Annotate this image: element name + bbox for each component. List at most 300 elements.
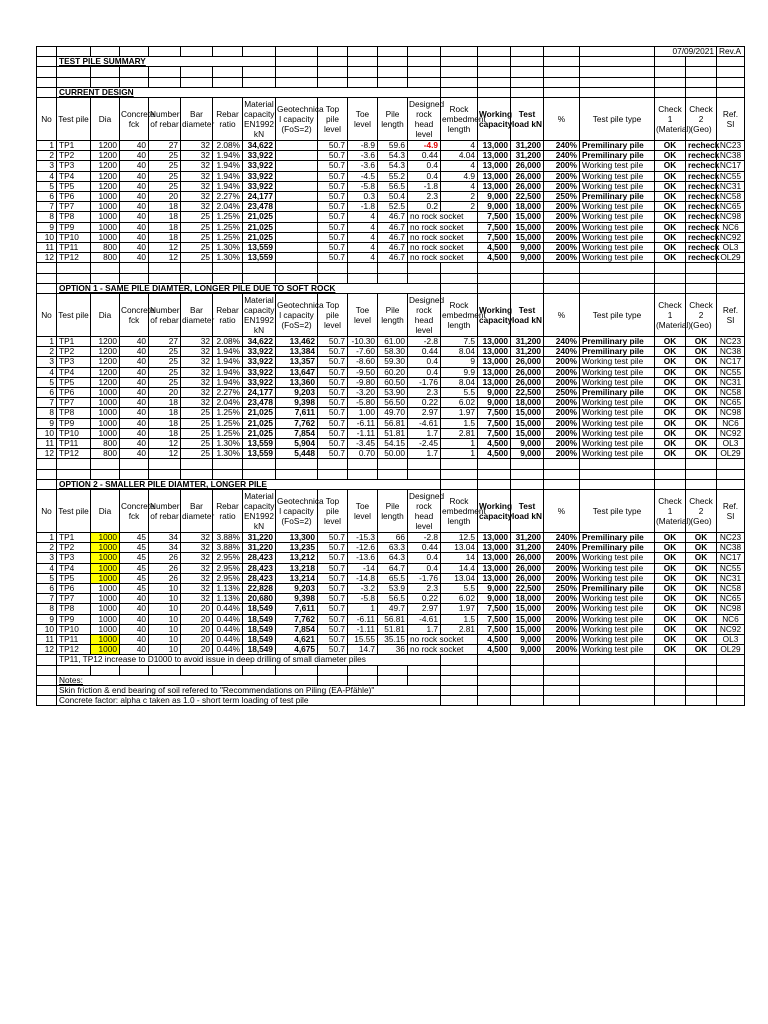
empty-cell	[544, 263, 580, 273]
cell: 24,177	[243, 192, 276, 202]
cell: 50.7	[318, 181, 348, 191]
cell: 40	[120, 337, 149, 347]
cell: 50.7	[318, 439, 348, 449]
cell: OK	[655, 543, 686, 553]
cell: 800	[91, 253, 120, 263]
table-row	[37, 367, 745, 377]
blank-row	[37, 469, 745, 479]
cell: 18,549	[243, 614, 276, 624]
cell: 50.00	[378, 449, 408, 459]
cell: 50.7	[318, 604, 348, 614]
table-row	[37, 408, 745, 418]
cell: 20	[181, 604, 213, 614]
column-header: No	[37, 97, 57, 140]
cell: 10	[149, 645, 181, 655]
cell: 34	[149, 533, 181, 543]
cell: Working test pile	[580, 624, 655, 634]
cell: 2.3	[408, 584, 441, 594]
row-number: 9	[37, 418, 57, 428]
cell: 1.94%	[213, 347, 243, 357]
column-header: Test load kN	[511, 490, 544, 533]
cell: 12.5	[441, 533, 478, 543]
cell: 40	[120, 624, 149, 634]
cell: 32	[181, 347, 213, 357]
cell: 51.81	[378, 624, 408, 634]
cell: NC31	[717, 377, 745, 387]
cell: 2.97	[408, 408, 441, 418]
column-header: Number of rebar	[149, 97, 181, 140]
cell: OK	[686, 367, 717, 377]
cell: 20	[181, 624, 213, 634]
test-pile-name: TP12	[57, 253, 91, 263]
cell: 26,000	[511, 553, 544, 563]
empty-cell	[213, 273, 243, 283]
cell: 32	[181, 594, 213, 604]
test-pile-name: TP5	[57, 573, 91, 583]
empty-cell	[348, 459, 378, 469]
cell: OK	[655, 212, 686, 222]
cell: 13,000	[478, 553, 511, 563]
cell: recheck	[686, 253, 717, 263]
cell: -3.45	[348, 439, 378, 449]
column-header: Material capacity EN1992 kN	[244, 295, 275, 335]
cell: NC65	[717, 398, 745, 408]
cell: 50.7	[318, 377, 348, 387]
cell: OK	[686, 543, 717, 553]
blank-row	[37, 77, 745, 87]
table-row	[37, 202, 745, 212]
rock-socket-cell: no rock socket	[408, 243, 478, 253]
cell: 4	[348, 232, 378, 242]
cell: 18	[149, 398, 181, 408]
cell: 2.08%	[213, 337, 243, 347]
blank-row	[37, 263, 745, 273]
cell: 200%	[544, 161, 580, 171]
cell: 40	[120, 428, 149, 438]
empty-cell	[149, 67, 181, 77]
table-row	[37, 337, 745, 347]
row-number: 8	[37, 604, 57, 614]
cell: 1.30%	[213, 243, 243, 253]
cell: NC98	[717, 604, 745, 614]
cell: 13,000	[478, 533, 511, 543]
cell: 50.7	[318, 347, 348, 357]
test-pile-name: TP6	[57, 388, 91, 398]
cell: recheck	[686, 212, 717, 222]
cell: OK	[655, 367, 686, 377]
cell: 9,398	[276, 594, 318, 604]
test-pile-name: TP10	[57, 624, 91, 634]
cell: OK	[655, 253, 686, 263]
cell: 15,000	[511, 614, 544, 624]
cell: 50.7	[318, 253, 348, 263]
cell: 1	[441, 449, 478, 459]
empty-cell	[378, 273, 408, 283]
cell: Premilinary pile	[580, 140, 655, 150]
cell: 49.70	[378, 408, 408, 418]
cell: 18,549	[243, 624, 276, 634]
cell: 5.5	[441, 584, 478, 594]
empty-cell	[544, 283, 580, 293]
cell: 32	[181, 140, 213, 150]
cell: 52.5	[378, 202, 408, 212]
cell: 50.7	[318, 614, 348, 624]
cell: 25	[149, 347, 181, 357]
empty-cell	[511, 459, 544, 469]
spreadsheet	[36, 46, 742, 706]
cell: 40	[120, 171, 149, 181]
cell: OK	[655, 192, 686, 202]
cell: 1.25%	[213, 418, 243, 428]
cell: OK	[655, 171, 686, 181]
cell: Working test pile	[580, 594, 655, 604]
cell: 13.04	[441, 543, 478, 553]
cell: 23,478	[243, 202, 276, 212]
empty-cell	[37, 87, 57, 97]
empty-cell	[378, 675, 408, 685]
table-row	[37, 243, 745, 253]
cell: Premilinary pile	[580, 151, 655, 161]
cell: 1.00	[348, 408, 378, 418]
cell: 2.04%	[213, 202, 243, 212]
cell	[276, 171, 318, 181]
cell: 7,611	[276, 604, 318, 614]
cell: 1.7	[408, 624, 441, 634]
empty-cell	[544, 696, 580, 706]
empty-cell	[717, 67, 745, 77]
cell: NC65	[717, 594, 745, 604]
column-header: Rock embedment length	[441, 490, 478, 533]
cell: 20	[181, 645, 213, 655]
row-number: 10	[37, 624, 57, 634]
empty-cell	[511, 686, 544, 696]
cell: Working test pile	[580, 377, 655, 387]
test-pile-name: TP5	[57, 377, 91, 387]
rock-socket-cell: no rock socket	[408, 645, 478, 655]
empty-cell	[37, 273, 57, 283]
empty-cell	[511, 67, 544, 77]
column-header: Dia	[91, 294, 120, 337]
empty-cell	[478, 696, 511, 706]
cell: 31,200	[511, 140, 544, 150]
empty-cell	[57, 459, 91, 469]
empty-cell	[544, 47, 580, 57]
empty-cell	[580, 686, 655, 696]
cell: 4	[348, 253, 378, 263]
cell: 60.20	[378, 367, 408, 377]
cell: 25	[181, 212, 213, 222]
table-row	[37, 192, 745, 202]
cell: 15,000	[511, 418, 544, 428]
empty-cell	[686, 479, 717, 489]
cell: 8.04	[441, 347, 478, 357]
cell: 31,220	[243, 533, 276, 543]
empty-cell	[243, 273, 276, 283]
cell: 7,500	[478, 418, 511, 428]
test-pile-name: TP1	[57, 337, 91, 347]
cell: OK	[686, 533, 717, 543]
cell: OK	[655, 584, 686, 594]
cell: Working test pile	[580, 181, 655, 191]
cell	[276, 232, 318, 242]
cell: OK	[655, 357, 686, 367]
cell: recheck	[686, 140, 717, 150]
cell: 7,854	[276, 428, 318, 438]
test-pile-name: TP10	[57, 428, 91, 438]
cell: recheck	[686, 171, 717, 181]
cell: 40	[120, 398, 149, 408]
cell: 4	[441, 161, 478, 171]
cell: -7.60	[348, 347, 378, 357]
empty-cell	[408, 67, 441, 77]
cell: 50.7	[318, 171, 348, 181]
empty-cell	[511, 87, 544, 97]
cell: 4.9	[441, 171, 478, 181]
empty-cell	[378, 47, 408, 57]
cell: 25	[149, 367, 181, 377]
cell: -5.8	[348, 594, 378, 604]
empty-cell	[57, 665, 91, 675]
empty-cell	[478, 459, 511, 469]
cell: -5.8	[348, 181, 378, 191]
row-number: 5	[37, 181, 57, 191]
cell: 4	[348, 212, 378, 222]
empty-cell	[686, 655, 717, 665]
cell: 32	[181, 151, 213, 161]
cell: 20	[181, 635, 213, 645]
empty-cell	[91, 273, 120, 283]
empty-cell	[348, 469, 378, 479]
cell: 32	[181, 584, 213, 594]
column-header: Check 2 (Geo)	[686, 97, 717, 140]
cell: 2.04%	[213, 398, 243, 408]
empty-cell	[441, 87, 478, 97]
cell: OK	[686, 645, 717, 655]
row-number: 7	[37, 398, 57, 408]
empty-cell	[655, 479, 686, 489]
cell: 20	[181, 614, 213, 624]
rock-socket-cell: no rock socket	[408, 635, 478, 645]
cell: 0.44%	[213, 635, 243, 645]
cell: 7,500	[478, 408, 511, 418]
cell: 1.94%	[213, 367, 243, 377]
cell: 15,000	[511, 212, 544, 222]
empty-cell	[717, 87, 745, 97]
row-number: 11	[37, 635, 57, 645]
empty-cell	[276, 665, 318, 675]
cell: 32	[181, 367, 213, 377]
note-line: Concrete factor: alpha c taken as 1.0 - short term loading of test pile	[57, 696, 441, 706]
cell: 12	[149, 439, 181, 449]
test-pile-name: TP6	[57, 192, 91, 202]
row-number: 10	[37, 428, 57, 438]
empty-cell	[181, 47, 213, 57]
test-pile-name: TP7	[57, 398, 91, 408]
cell: 800	[91, 243, 120, 253]
cell: 1000	[91, 202, 120, 212]
cell: 51.81	[378, 428, 408, 438]
cell: 1000	[91, 212, 120, 222]
table-row	[37, 645, 745, 655]
column-header: Check 1 (Material)	[655, 490, 686, 533]
section-title-row	[37, 87, 745, 97]
row-number: 4	[37, 367, 57, 377]
blank-row	[37, 67, 745, 77]
cell: 50.7	[318, 192, 348, 202]
table-row	[37, 222, 745, 232]
cell: 6.02	[441, 594, 478, 604]
cell: 25	[181, 243, 213, 253]
column-header: Check 1 (Material)	[655, 294, 686, 337]
empty-cell	[120, 273, 149, 283]
empty-cell	[580, 67, 655, 77]
row-number: 3	[37, 161, 57, 171]
cell: 61.00	[378, 337, 408, 347]
cell: 13,000	[478, 357, 511, 367]
table-row	[37, 140, 745, 150]
cell: Working test pile	[580, 232, 655, 242]
cell: 13,000	[478, 563, 511, 573]
cell: 10	[149, 624, 181, 634]
cell: 25	[181, 222, 213, 232]
empty-cell	[511, 283, 544, 293]
cell: 56.5	[378, 181, 408, 191]
empty-cell	[655, 273, 686, 283]
cell: 200%	[544, 357, 580, 367]
cell: 40	[120, 161, 149, 171]
column-header: Rebar ratio	[213, 97, 243, 140]
test-pile-name: TP2	[57, 151, 91, 161]
empty-cell	[408, 675, 441, 685]
cell: 1	[348, 604, 378, 614]
empty-cell	[686, 263, 717, 273]
empty-cell	[544, 655, 580, 665]
cell: 21,025	[243, 222, 276, 232]
cell: -4.61	[408, 614, 441, 624]
cell: -1.8	[408, 181, 441, 191]
cell: 1.94%	[213, 377, 243, 387]
empty-cell	[717, 665, 745, 675]
cell: OL3	[717, 243, 745, 253]
cell: 13,384	[276, 347, 318, 357]
column-header: Toe level	[348, 294, 378, 337]
cell: NC58	[717, 584, 745, 594]
empty-cell	[717, 57, 745, 67]
empty-cell	[478, 87, 511, 97]
cell: 1	[441, 439, 478, 449]
empty-cell	[91, 665, 120, 675]
empty-cell	[276, 459, 318, 469]
cell: 40	[120, 635, 149, 645]
cell: OK	[686, 418, 717, 428]
cell: 32	[181, 161, 213, 171]
cell: 32	[181, 563, 213, 573]
empty-cell	[580, 479, 655, 489]
cell: 250%	[544, 388, 580, 398]
empty-cell	[511, 273, 544, 283]
cell: Premilinary pile	[580, 388, 655, 398]
cell: 13,000	[478, 161, 511, 171]
empty-cell	[580, 283, 655, 293]
cell: 6.02	[441, 398, 478, 408]
cell: Working test pile	[580, 635, 655, 645]
cell: 13,360	[276, 377, 318, 387]
cell: 26,000	[511, 171, 544, 181]
empty-cell	[378, 459, 408, 469]
empty-cell	[580, 273, 655, 283]
cell: Premilinary pile	[580, 533, 655, 543]
cell: OL29	[717, 253, 745, 263]
column-header: Test pile	[57, 97, 91, 140]
column-header: Working capacity	[478, 97, 511, 140]
cell: 33,922	[243, 161, 276, 171]
cell: 2.3	[408, 388, 441, 398]
cell: 25	[181, 428, 213, 438]
cell: 1200	[91, 337, 120, 347]
cell: 1200	[91, 181, 120, 191]
empty-cell	[580, 77, 655, 87]
empty-cell	[149, 47, 181, 57]
column-header: Concrete fck	[120, 294, 149, 337]
empty-cell	[37, 479, 57, 489]
cell: -1.76	[408, 573, 441, 583]
empty-cell	[580, 87, 655, 97]
cell: 13,000	[478, 181, 511, 191]
cell: 18,000	[511, 398, 544, 408]
cell: 240%	[544, 347, 580, 357]
cell: 4,500	[478, 645, 511, 655]
date-cell: 07/09/2021	[655, 47, 717, 57]
cell: recheck	[686, 192, 717, 202]
cell: 50.7	[318, 398, 348, 408]
empty-cell	[544, 665, 580, 675]
cell: 0.4	[408, 171, 441, 181]
cell: recheck	[686, 181, 717, 191]
empty-cell	[120, 459, 149, 469]
cell: 50.7	[318, 202, 348, 212]
cell: OK	[655, 151, 686, 161]
rock-socket-cell: no rock socket	[408, 232, 478, 242]
cell: 34	[149, 543, 181, 553]
cell: 1.94%	[213, 171, 243, 181]
column-header: Rock embedment length	[441, 97, 478, 140]
cell: 200%	[544, 614, 580, 624]
column-header: Concrete fck	[120, 97, 149, 140]
cell: recheck	[686, 161, 717, 171]
empty-cell	[318, 469, 348, 479]
test-pile-name: TP1	[57, 533, 91, 543]
cell: 45	[120, 543, 149, 553]
cell: Working test pile	[580, 202, 655, 212]
cell: 7,500	[478, 614, 511, 624]
empty-cell	[717, 459, 745, 469]
cell: 24,177	[243, 388, 276, 398]
cell: 1.25%	[213, 232, 243, 242]
cell: 21,025	[243, 408, 276, 418]
cell: 9.9	[441, 367, 478, 377]
empty-cell	[120, 469, 149, 479]
empty-cell	[37, 469, 57, 479]
cell: 200%	[544, 253, 580, 263]
empty-cell	[120, 263, 149, 273]
cell: 9,000	[511, 253, 544, 263]
cell: 14.4	[441, 563, 478, 573]
cell: Working test pile	[580, 357, 655, 367]
cell: OK	[686, 428, 717, 438]
column-header: Number of rebar	[149, 490, 181, 533]
empty-cell	[91, 47, 120, 57]
cell: 13,218	[276, 563, 318, 573]
